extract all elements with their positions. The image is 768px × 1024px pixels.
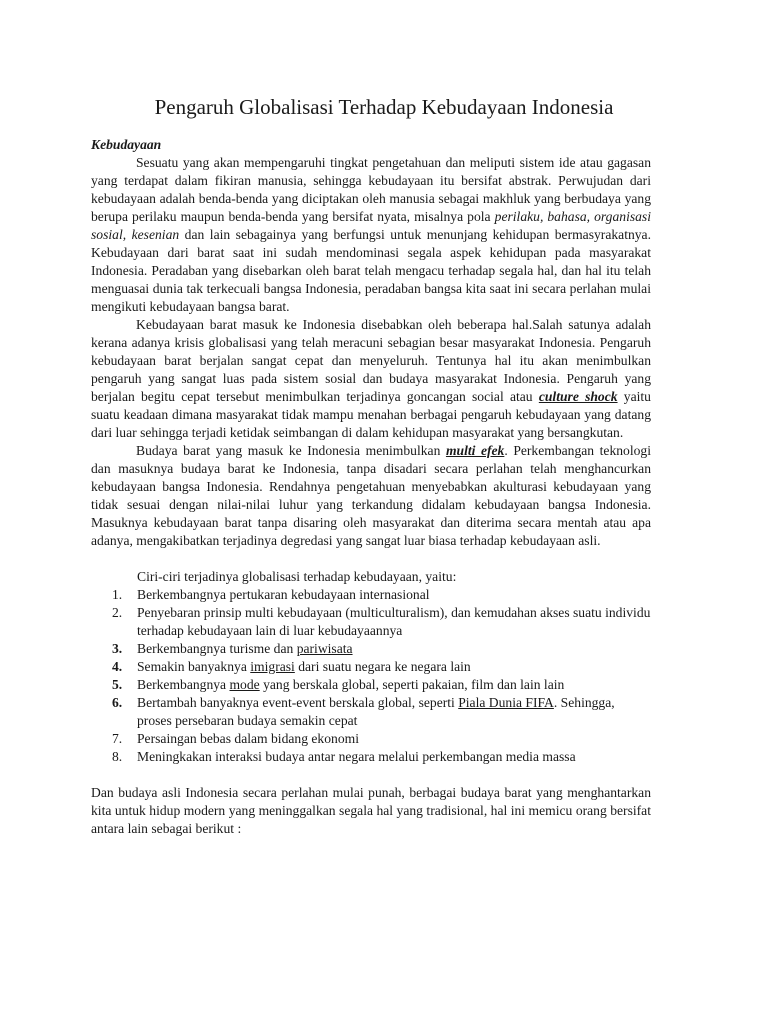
list-item-text: Berkembangnya turisme dan (137, 641, 297, 656)
paragraph-3 (91, 442, 651, 550)
spacer (91, 550, 651, 568)
list-item (91, 586, 651, 604)
list-item (91, 640, 651, 658)
list-number: 1. (112, 587, 123, 602)
multi-efek-term: multi efek (445, 443, 505, 458)
list-number: 4. (112, 659, 123, 674)
pariwisata-link[interactable]: pariwisata (296, 641, 353, 656)
list-item-text: Berkembangnya pertukaran kebudayaan internasional (137, 587, 430, 602)
paragraph-1-text-a: Sesuatu yang akan mempengaruhi tingkat pengetahuan dan meliputi sistem ide atau gagasan yang terdapat dalam fikiran manusia, sehingga kebudayaan itu bersifat abstrak. Perwujudan dari kebudayaan adalah benda-benda yang diciptakan oleh manusia sebagai makhluk yang berbudaya yang berupa perilaku maupun benda-benda yang bersifat nyata, misalnya pola (91, 155, 651, 224)
list-number: 8. (112, 749, 123, 764)
culture-shock-term: culture shock (538, 389, 618, 404)
list-number: 3. (112, 641, 123, 656)
list-item-text-post: yang berskala global, seperti pakaian, film dan lain lain (259, 677, 565, 692)
document-title: Pengaruh Globalisasi Terhadap Kebudayaan Indonesia (154, 95, 614, 119)
piala-dunia-fifa-link[interactable]: Piala Dunia FIFA (458, 695, 554, 710)
paragraph-1-text-b: dan lain sebagainya yang berfungsi untuk menunjang kehidupan bermasyrakatnya. Kebudayaan dari barat saat ini sudah mendominasi segala aspek kehidupan pada masyarakat Indonesia. Peradaban yang disebarkan oleh barat telah mengacu terhadap segala hal, dan hal itu telah menguasai dunia tak terkecuali bangsa Indonesia, peradaban bangsa kita saat ini secara perlahan mulai mengikuti kebudayaan bangsa barat. (91, 227, 651, 314)
globalization-list (91, 586, 651, 766)
list-item (91, 748, 651, 766)
paragraph-2-text-a: Kebudayaan barat masuk ke Indonesia disebabkan oleh beberapa hal.Salah satunya adalah kerana adanya krisis globalisasi yang telah meracuni sebagian besar masyarakat Indonesia. Pengaruh kebudayaan barat berjalan sangat cepat dan menyeluruh. Tentunya hal itu akan menimbulkan pengaruh yang sangat luas pada sistem sosial dan budaya masyarakat Indonesia. Pengaruh yang berjalan begitu cepat tersebut menimbulkan terjadinya goncangan social atau (91, 317, 651, 404)
list-item-text: Bertambah banyaknya event-event berskala global, seperti (137, 695, 459, 710)
paragraph-2 (91, 316, 651, 442)
spacer (91, 766, 651, 784)
list-number: 2. (112, 605, 123, 620)
list-item-text: Penyebaran prinsip multi kebudayaan (multiculturalism), dan kemudahan akses suatu individu terhadap kebudayaan lain di luar kebudayaannya (137, 605, 651, 638)
list-item (91, 604, 651, 640)
closing-paragraph: Dan budaya asli Indonesia secara perlahan mulai punah, berbagai budaya barat yang menghantarkan kita untuk hidup modern yang meninggalkan segala hal yang tradisional, hal ini memicu orang bersifat antara lain sebagai berikut : (91, 785, 651, 836)
list-item-text: Persaingan bebas dalam bidang ekonomi (137, 731, 359, 746)
list-intro: Ciri-ciri terjadinya globalisasi terhadap kebudayaan, yaitu: (137, 569, 457, 584)
list-item-text: Berkembangnya (137, 677, 230, 692)
list-number: 6. (112, 695, 123, 710)
list-item (91, 694, 651, 730)
list-item-text-post: . Sehingga, proses persebaran budaya semakin cepat (137, 695, 615, 728)
list-item (91, 676, 651, 694)
list-item (91, 658, 651, 676)
section-heading: Kebudayaan (91, 137, 162, 152)
paragraph-3-text-b: . Perkembangan teknologi dan masuknya budaya barat ke Indonesia, tanpa disadari secara perlahan telah menghancurkan kebudayaan bangsa Indonesia. Rendahnya pengetahuan menyebabkan akulturasi kebudayaan yang tidak sesuai dengan nilai-nilai luhur yang terkandung didalam kebudayaan bangsa Indonesia. Masuknya kebudayaan barat tanpa disaring oleh masyarakat dan diterima secara mentah atau apa adanya, mengakibatkan terjadinya degredasi yang sangat luar biasa terhadap kebudayaan asli. (91, 443, 651, 548)
imigrasi-link[interactable]: imigrasi (250, 659, 295, 674)
list-item-text: Meningkakan interaksi budaya antar negara melalui perkembangan media massa (137, 749, 576, 764)
list-item-text-post: dari suatu negara ke negara lain (294, 659, 471, 674)
paragraph-1-italic: perilaku, bahasa, organisasi sosial, kesenian (91, 209, 651, 242)
list-number: 7. (112, 731, 123, 746)
list-item (91, 730, 651, 748)
paragraph-3-text-a: Budaya barat yang masuk ke Indonesia menimbulkan (136, 443, 446, 458)
list-item-text: Semakin banyaknya (137, 659, 251, 674)
document-body (91, 136, 651, 838)
paragraph-1 (91, 154, 651, 316)
mode-link[interactable]: mode (229, 677, 260, 692)
list-number: 5. (112, 677, 123, 692)
paragraph-2-text-b: yaitu suatu keadaan dimana masyarakat tidak mampu menahan berbagai pengaruh kebudayaan yang datang dari luar sehingga terjadi ketidak seimbangan di dalam kehidupan masyarakat yang bersangkutan. (91, 389, 651, 440)
